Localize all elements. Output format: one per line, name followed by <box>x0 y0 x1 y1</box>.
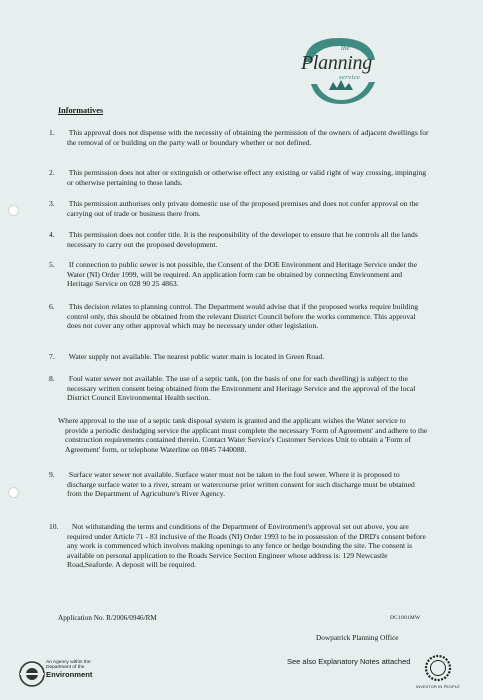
logo-service-text: service <box>339 74 361 81</box>
doe-department-line: Department of the <box>46 665 85 670</box>
informative-text: Not withstanding the terms and conditions of the Department of Environment's approval set out above, you are required under Article 71 - 83 inclusive of the Roads (NI) Order 1993 to be in possession of the DRD's consent before any work is commenced which involves making openings to any fence or hedge bounding the site. The consent is available on personal application to the Roads Service Section Engineer whose address is: 129 Newcastle Road,Seaforde. A deposit will be required. <box>67 522 426 569</box>
informative-item: 1. This approval does not dispense with the necessity of obtaining the permission of the owners of adjacent dwellings for the removal of or building on the party wall or boundary whether or not defined. <box>49 128 429 147</box>
informative-item: 2. This permission does not alter or extinguish or otherwise effect any existing or valid right of way crossing, impinging or otherwise pertaining to these lands. <box>49 168 427 187</box>
informative-item <box>58 416 430 454</box>
informative-item: 9. Surface water sewer not available. Surface water must not be taken to the foul sewer. Where it is proposed to discharge surface water to a river, stream or watercourse prior written consent for such discharge must be obtained from the Department of Agriculture's River Agency. <box>49 470 415 498</box>
punch-hole <box>8 487 19 498</box>
informatives-heading: Informatives <box>58 106 104 115</box>
logo-the-text: the <box>341 44 350 52</box>
punch-hole <box>8 205 19 216</box>
informative-text: Foul water sewer not available. The use of a septic tank, (on the basis of one for each dwelling) is subject to the necessary written consent being obtained from the Environment and Heritage Service and the approval of the local District Council Environmental Health section. <box>67 374 416 402</box>
informative-item: 4. This permission does not confer title. It is the responsibility of the developer to ensure that he controls all the lands necessary to carry out the proposed development. <box>49 230 418 249</box>
doe-emblem-icon <box>18 660 46 688</box>
informative-text: This approval does not dispense with the necessity of obtaining the permission of the owners of adjacent dwellings for the removal of or building on the party wall or boundary whether or not defined. <box>67 128 429 147</box>
informative-text: Water supply not available. The nearest public water main is located in Green Road. <box>68 352 325 361</box>
investors-in-people-text: INVESTOR IN PEOPLE <box>415 685 461 689</box>
doe-environment-line: Environment <box>46 670 93 679</box>
explanatory-notes-note: See also Explanatory Notes attached <box>287 657 411 666</box>
investors-in-people-logo <box>415 653 461 697</box>
laurel-wreath-icon <box>420 653 456 685</box>
informative-item: 5. If connection to public sewer is not possible, the Consent of the DOE Environment and Heritage Service under the Water (NI) Order 1999, will be required. An application form can be obtained by connecting Environment and Heritage Service on 028 90 25 4863. <box>49 260 418 288</box>
informative-item: 7. Water supply not available. The nearest public water main is located in Green Road. <box>49 352 325 361</box>
informative-item: 10. Not withstanding the terms and conditions of the Department of Environment's approval set out above, you are required under Article 71 - 83 inclusive of the Roads (NI) Order 1993 to be in possession of the DRD's consent before any work is commenced which involves making openings to any fence or hedge bounding the site. The consent is available on personal application to the Roads Service Section Engineer whose address is: 129 Newcastle Road,Seaforde. A deposit will be required. <box>49 522 426 569</box>
informative-item: 8. Foul water sewer not available. The use of a septic tank, (on the basis of one for each dwelling) is subject to the necessary written consent being obtained from the Environment and Heritage Service and the approval of the local District Council Environmental Health section. <box>49 374 416 402</box>
doe-logo <box>18 660 118 690</box>
logo-planning-text: Planning <box>301 52 372 74</box>
informative-text: This permission does not alter or extinguish or otherwise effect any existing or valid right of way crossing, impinging or otherwise pertaining to these lands. <box>67 168 427 187</box>
doe-agency-line: An Agency within the <box>46 660 91 665</box>
planning-office: Dowpatrick Planning Office <box>316 633 399 642</box>
informative-text: Where approval to the use of a septic tank disposal system is granted and the applicant wishes the Water service to provide a periodic desludging service the applicant must complete the necessary 'Form of Agreement' and adhere to the construction requirements contained therein. Contact Water Service's Customer Services Unit to obtain a 'Form of Agreement' form, or telephone Waterline on 0845 7440088. <box>58 416 428 454</box>
document-reference: DC1001MW <box>390 615 421 621</box>
informative-text: Surface water sewer not available. Surface water must not be taken to the foul sewer. Where it is proposed to discharge surface water to a river, stream or watercourse prior written consent for such discharge must be obtained from the Department of Agriculture's River Agency. <box>67 470 415 498</box>
informatives-section <box>49 106 430 569</box>
informative-item: 6. This decision relates to planning control. The Department would advise that if the proposed works require building control only, this should be obtained from the relevant District Council before the works commence. This approval does not cover any other approval which may be necessary under other legislation. <box>49 302 419 330</box>
informative-text: This permission authorises only private domestic use of the proposed premises and does not confer approval on the carrying out of trade or business there from. <box>67 199 419 218</box>
planning-service-logo <box>299 38 381 104</box>
application-number: Application No. R/2006/0946/RM <box>58 614 157 622</box>
informative-item: 3. This permission authorises only private domestic use of the proposed premises and does not confer approval on the carrying out of trade or business there from. <box>49 199 419 218</box>
informative-text: This decision relates to planning control. The Department would advise that if the proposed works require building control only, this should be obtained from the relevant District Council before the works commence. This approval does not cover any other approval which may be necessary under other legislation. <box>67 302 419 330</box>
informative-text: This permission does not confer title. It is the responsibility of the developer to ensure that he controls all the lands necessary to carry out the proposed development. <box>67 230 418 249</box>
informative-text: If connection to public sewer is not possible, the Consent of the DOE Environment and Heritage Service under the Water (NI) Order 1999, will be required. An application form can be obtained by connecting Environment and Heritage Service on 028 90 25 4863. <box>67 260 418 288</box>
